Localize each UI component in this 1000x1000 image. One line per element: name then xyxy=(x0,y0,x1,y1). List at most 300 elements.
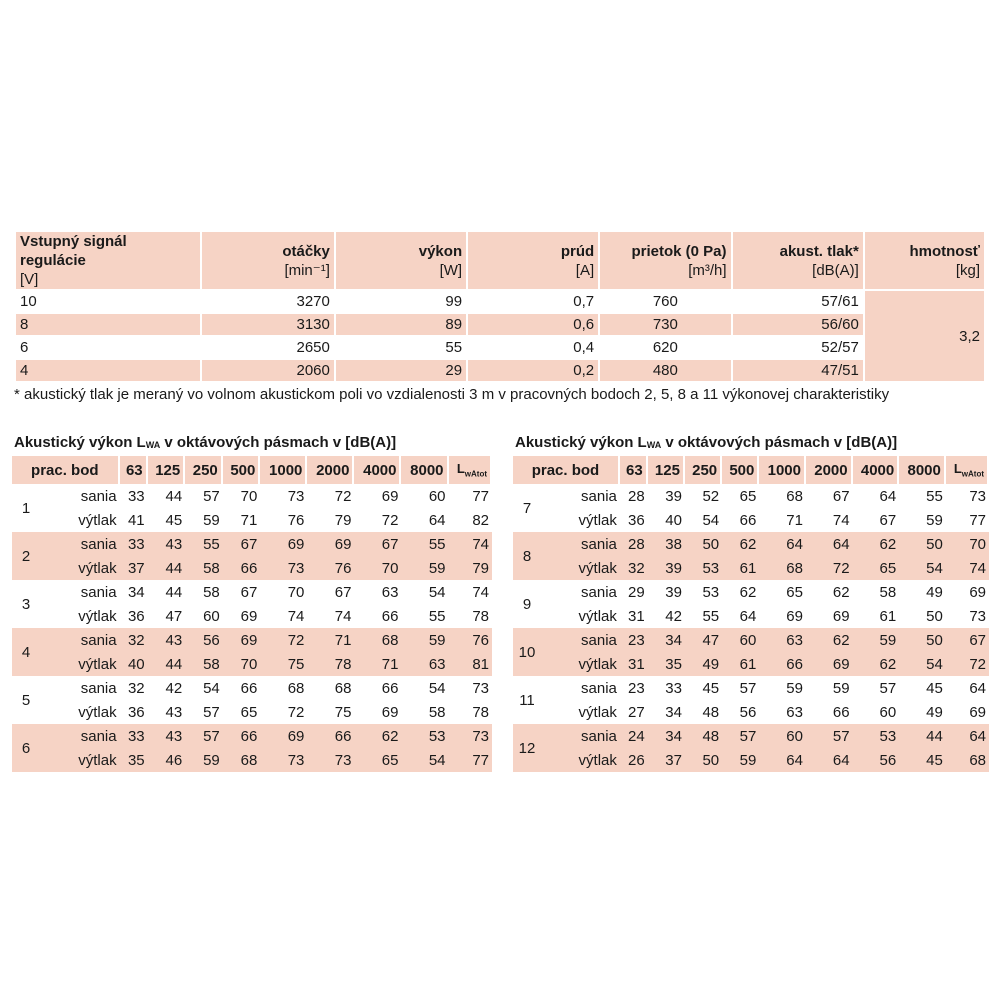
cell-current: 0,4 xyxy=(573,339,595,356)
cell-value: 50 xyxy=(685,532,722,556)
title-sub: WA xyxy=(145,440,161,450)
header-band: 250 xyxy=(185,456,223,484)
cell-value: 74 xyxy=(832,511,850,529)
table-row xyxy=(12,652,492,676)
cell-value: 69 xyxy=(832,607,850,625)
cell-mode: výtlak xyxy=(578,511,617,529)
table-row xyxy=(12,508,492,532)
table-row xyxy=(12,628,492,652)
cell-value: 45 xyxy=(926,679,943,697)
header-unit: [A] xyxy=(575,261,595,279)
cell-value: 58 xyxy=(428,703,446,721)
cell-signal: 4 xyxy=(16,360,200,381)
cell-value: 66 xyxy=(739,511,757,529)
cell-value: 71 xyxy=(240,511,258,529)
cell-value: 71 xyxy=(354,652,401,676)
cell-value: 44 xyxy=(165,583,183,601)
cell-current: 0,2 xyxy=(468,360,598,381)
cell-value: 62 xyxy=(853,532,900,556)
cell-value: 79 xyxy=(449,556,492,580)
cell-value: 36 xyxy=(127,607,145,625)
cell-value: 33 xyxy=(120,724,148,748)
cell-value: 54 xyxy=(702,511,720,529)
cell-value: 68 xyxy=(223,748,261,772)
header-unit: [kg] xyxy=(955,261,980,279)
cell-value: 64 xyxy=(946,724,989,748)
cell-value: 33 xyxy=(120,532,148,556)
cell-value: 62 xyxy=(806,628,853,652)
acoustic-header-row xyxy=(513,456,989,484)
header-total xyxy=(946,456,989,484)
cell-value: 40 xyxy=(120,652,148,676)
cell-value: 73 xyxy=(969,607,986,625)
cell-value: 73 xyxy=(969,487,986,505)
cell-value: 59 xyxy=(722,748,759,772)
cell-flow: 480 xyxy=(600,360,730,381)
cell-value: 45 xyxy=(899,748,946,772)
cell-value: 59 xyxy=(203,511,220,529)
header-total xyxy=(449,456,492,484)
cell-value: 68 xyxy=(946,748,989,772)
cell-point: 9 xyxy=(522,595,532,613)
cell-value: 57 xyxy=(203,703,220,721)
total-sub: wAtot xyxy=(961,469,984,479)
cell-value: 69 xyxy=(806,652,853,676)
cell-mode: sania xyxy=(541,724,620,748)
cell-point: 10 xyxy=(513,628,541,676)
cell-value: 60 xyxy=(879,703,897,721)
cell-mode: výtlak xyxy=(40,652,120,676)
cell-value: 64 xyxy=(879,487,897,505)
cell-mode: výtlak xyxy=(78,703,117,721)
cell-value: 60 xyxy=(722,628,759,652)
cell-value: 56 xyxy=(739,703,757,721)
cell-value: 31 xyxy=(628,607,645,625)
cell-mode: sania xyxy=(80,679,117,697)
cell-rpm: 3130 xyxy=(202,314,334,335)
cell-value: 69 xyxy=(381,703,399,721)
header-power xyxy=(336,232,466,289)
table-row xyxy=(12,532,492,556)
cell-value: 72 xyxy=(334,487,352,505)
cell-value: 75 xyxy=(334,703,352,721)
cell-value: 50 xyxy=(926,607,943,625)
cell-pressure: 57/61 xyxy=(821,293,859,310)
cell-value: 55 xyxy=(702,607,720,625)
table-row xyxy=(513,748,989,772)
acoustic-table-left xyxy=(12,456,492,772)
cell-value: 46 xyxy=(148,748,186,772)
cell-value: 58 xyxy=(185,556,223,580)
table-row xyxy=(12,700,492,724)
header-band: 125 xyxy=(648,456,685,484)
table-row xyxy=(513,628,989,652)
cell-value: 67 xyxy=(946,628,989,652)
cell-value: 74 xyxy=(334,607,352,625)
cell-value: 67 xyxy=(354,532,401,556)
header-title: prúd xyxy=(560,242,595,260)
cell-point: 6 xyxy=(12,724,40,772)
cell-mode: sania xyxy=(40,532,120,556)
cell-value: 55 xyxy=(428,607,446,625)
cell-value: 61 xyxy=(722,556,759,580)
acoustic-title-right xyxy=(515,434,897,451)
cell-value: 64 xyxy=(806,748,853,772)
cell-flow: 730 xyxy=(600,314,730,335)
table-row xyxy=(12,580,492,604)
cell-value: 49 xyxy=(926,703,943,721)
cell-value: 41 xyxy=(127,511,145,529)
cell-value: 63 xyxy=(759,628,806,652)
cell-value: 45 xyxy=(165,511,183,529)
cell-rpm: 3270 xyxy=(296,293,330,310)
header-signal xyxy=(16,232,200,289)
cell-value: 77 xyxy=(449,748,492,772)
cell-value: 77 xyxy=(969,511,986,529)
acoustic-table-right xyxy=(513,456,989,772)
cell-value: 64 xyxy=(759,748,806,772)
header-band: 500 xyxy=(722,456,759,484)
cell-value: 73 xyxy=(472,679,489,697)
cell-value: 53 xyxy=(702,583,720,601)
cell-value: 32 xyxy=(120,628,148,652)
cell-value: 69 xyxy=(260,724,307,748)
cell-value: 36 xyxy=(628,511,645,529)
cell-mode: výtlak xyxy=(541,556,620,580)
table-row xyxy=(513,676,989,700)
header-title: prietok (0 Pa) xyxy=(631,242,727,260)
cell-mode: výtlak xyxy=(78,511,117,529)
cell-value: 35 xyxy=(120,748,148,772)
total-main: L xyxy=(456,461,465,477)
cell-value: 58 xyxy=(879,583,897,601)
cell-value: 67 xyxy=(223,532,261,556)
cell-value: 54 xyxy=(428,583,446,601)
header-band: 500 xyxy=(223,456,261,484)
header-unit: [m³/h] xyxy=(688,261,727,279)
cell-value: 59 xyxy=(832,679,850,697)
cell-value: 63 xyxy=(381,583,399,601)
header-band: 1000 xyxy=(759,456,806,484)
total-main: L xyxy=(953,461,962,477)
cell-value: 66 xyxy=(832,703,850,721)
header-band: 2000 xyxy=(806,456,853,484)
cell-value: 68 xyxy=(786,487,803,505)
cell-rpm: 2060 xyxy=(202,360,334,381)
cell-value: 74 xyxy=(946,556,989,580)
cell-value: 39 xyxy=(665,583,682,601)
table-row xyxy=(16,291,984,312)
cell-value: 49 xyxy=(685,652,722,676)
cell-value: 59 xyxy=(853,628,900,652)
table-row xyxy=(12,604,492,628)
cell-value: 76 xyxy=(449,628,492,652)
cell-value: 44 xyxy=(148,652,186,676)
cell-value: 73 xyxy=(449,724,492,748)
cell-point: 5 xyxy=(21,691,31,709)
header-title: hmotnosť xyxy=(909,242,980,260)
header-band: 250 xyxy=(685,456,722,484)
cell-value: 56 xyxy=(185,628,223,652)
header-band: 4000 xyxy=(853,456,900,484)
cell-value: 66 xyxy=(381,607,399,625)
cell-value: 38 xyxy=(648,532,685,556)
cell-mode: sania xyxy=(541,628,620,652)
cell-pressure: 47/51 xyxy=(733,360,863,381)
cell-value: 59 xyxy=(401,556,448,580)
cell-value: 28 xyxy=(628,487,645,505)
cell-signal: 8 xyxy=(16,314,200,335)
cell-mode: výtlak xyxy=(578,607,617,625)
cell-value: 58 xyxy=(185,652,223,676)
cell-point: 8 xyxy=(513,532,541,580)
cell-value: 70 xyxy=(946,532,989,556)
title-text: v oktávových pásmach v [dB(A)] xyxy=(160,434,397,451)
table-row xyxy=(513,604,989,628)
cell-value: 62 xyxy=(853,652,900,676)
header-band: 125 xyxy=(148,456,186,484)
cell-value: 54 xyxy=(203,679,220,697)
cell-value: 53 xyxy=(853,724,900,748)
cell-value: 67 xyxy=(240,583,258,601)
cell-value: 66 xyxy=(240,679,258,697)
cell-value: 50 xyxy=(899,628,946,652)
cell-value: 72 xyxy=(381,511,399,529)
cell-pressure: 52/57 xyxy=(821,339,859,356)
cell-mode: sania xyxy=(80,487,117,505)
cell-mode: sania xyxy=(581,487,617,505)
cell-value: 44 xyxy=(165,487,183,505)
cell-value: 65 xyxy=(739,487,757,505)
cell-value: 73 xyxy=(260,748,307,772)
cell-value: 50 xyxy=(685,748,722,772)
cell-value: 73 xyxy=(260,556,307,580)
cell-value: 42 xyxy=(165,679,183,697)
cell-power: 89 xyxy=(336,314,466,335)
table-row xyxy=(12,556,492,580)
cell-value: 64 xyxy=(806,532,853,556)
header-band: 1000 xyxy=(260,456,307,484)
title-text: Akustický výkon L xyxy=(515,434,647,451)
header-unit: [V] xyxy=(20,271,39,288)
cell-point: 12 xyxy=(513,724,541,772)
cell-value: 43 xyxy=(148,628,186,652)
cell-value: 37 xyxy=(648,748,685,772)
cell-power: 99 xyxy=(445,293,463,310)
cell-value: 65 xyxy=(240,703,258,721)
cell-value: 70 xyxy=(223,652,261,676)
cell-value: 43 xyxy=(165,703,183,721)
table-row xyxy=(513,484,989,508)
cell-point: 7 xyxy=(522,499,532,517)
table-row xyxy=(12,484,492,508)
cell-value: 75 xyxy=(260,652,307,676)
cell-value: 69 xyxy=(260,532,307,556)
cell-value: 67 xyxy=(832,487,850,505)
header-band: 8000 xyxy=(401,456,448,484)
cell-value: 62 xyxy=(354,724,401,748)
cell-value: 60 xyxy=(203,607,220,625)
cell-value: 34 xyxy=(648,628,685,652)
cell-value: 28 xyxy=(620,532,648,556)
header-title: otáčky xyxy=(282,242,330,260)
cell-value: 69 xyxy=(381,487,399,505)
table-row xyxy=(12,676,492,700)
table-row xyxy=(16,337,984,358)
header-rpm xyxy=(202,232,334,289)
cell-mode: sania xyxy=(541,532,620,556)
cell-value: 39 xyxy=(648,556,685,580)
cell-value: 65 xyxy=(786,583,803,601)
cell-value: 47 xyxy=(165,607,183,625)
acoustic-header-row xyxy=(12,456,492,484)
cell-mode: sania xyxy=(581,583,617,601)
cell-value: 32 xyxy=(620,556,648,580)
table-row xyxy=(513,556,989,580)
cell-value: 54 xyxy=(401,748,448,772)
cell-signal: 6 xyxy=(20,339,29,356)
cell-value: 43 xyxy=(148,532,186,556)
cell-value: 59 xyxy=(401,628,448,652)
cell-value: 59 xyxy=(185,748,223,772)
cell-value: 66 xyxy=(223,724,261,748)
cell-value: 62 xyxy=(832,583,850,601)
cell-value: 78 xyxy=(472,607,489,625)
cell-mode: výtlak xyxy=(541,652,620,676)
header-point: prac. bod xyxy=(12,456,120,484)
cell-mode: výtlak xyxy=(578,703,617,721)
cell-value: 40 xyxy=(665,511,682,529)
cell-value: 60 xyxy=(759,724,806,748)
cell-value: 54 xyxy=(899,652,946,676)
cell-mode: výtlak xyxy=(78,607,117,625)
table-row xyxy=(513,508,989,532)
header-pressure xyxy=(733,232,863,289)
cell-value: 23 xyxy=(620,628,648,652)
cell-value: 57 xyxy=(722,724,759,748)
cell-value: 70 xyxy=(287,583,305,601)
cell-value: 82 xyxy=(472,511,489,529)
header-unit: [dB(A)] xyxy=(812,261,859,279)
footnote: * akustický tlak je meraný vo volnom akustickom poli vo vzdialenosti 3 m v pracovných bodoch 2, 5, 8 a 11 výkonovej charakteristiky xyxy=(14,386,890,403)
cell-value: 42 xyxy=(665,607,682,625)
cell-value: 72 xyxy=(260,628,307,652)
cell-value: 63 xyxy=(401,652,448,676)
cell-value: 72 xyxy=(287,703,305,721)
cell-value: 54 xyxy=(428,679,446,697)
cell-flow: 760 xyxy=(652,293,678,310)
cell-value: 73 xyxy=(287,487,305,505)
cell-current: 0,7 xyxy=(573,293,595,310)
cell-value: 58 xyxy=(203,583,220,601)
cell-value: 69 xyxy=(969,583,986,601)
table-row xyxy=(513,724,989,748)
cell-value: 68 xyxy=(334,679,352,697)
cell-value: 44 xyxy=(148,556,186,580)
cell-value: 27 xyxy=(628,703,645,721)
table-row xyxy=(513,580,989,604)
cell-value: 57 xyxy=(739,679,757,697)
cell-value: 72 xyxy=(946,652,989,676)
header-flow xyxy=(600,232,730,289)
cell-value: 32 xyxy=(127,679,145,697)
cell-value: 61 xyxy=(879,607,897,625)
cell-value: 52 xyxy=(702,487,720,505)
cell-mode: sania xyxy=(40,628,120,652)
cell-value: 23 xyxy=(628,679,645,697)
cell-value: 31 xyxy=(620,652,648,676)
cell-value: 71 xyxy=(307,628,354,652)
header-title: Vstupný signál regulácie xyxy=(20,233,127,269)
cell-value: 37 xyxy=(120,556,148,580)
cell-value: 62 xyxy=(739,583,757,601)
cell-point: 1 xyxy=(21,499,31,517)
cell-value: 76 xyxy=(287,511,305,529)
header-band: 63 xyxy=(120,456,148,484)
table-row xyxy=(16,360,984,381)
cell-value: 74 xyxy=(449,532,492,556)
table-row xyxy=(513,652,989,676)
cell-value: 24 xyxy=(620,724,648,748)
performance-table xyxy=(14,230,986,383)
cell-value: 54 xyxy=(899,556,946,580)
header-title: akust. tlak* xyxy=(779,242,859,260)
cell-value: 36 xyxy=(127,703,145,721)
cell-value: 69 xyxy=(969,703,986,721)
cell-value: 66 xyxy=(223,556,261,580)
title-text: v oktávových pásmach v [dB(A)] xyxy=(661,434,898,451)
cell-value: 55 xyxy=(185,532,223,556)
cell-value: 60 xyxy=(428,487,446,505)
header-title: výkon xyxy=(418,242,463,260)
cell-current: 0,6 xyxy=(468,314,598,335)
cell-value: 34 xyxy=(648,724,685,748)
cell-point: 2 xyxy=(12,532,40,580)
cell-point: 3 xyxy=(21,595,31,613)
cell-value: 35 xyxy=(648,652,685,676)
cell-value: 65 xyxy=(354,748,401,772)
cell-value: 63 xyxy=(786,703,803,721)
cell-value: 69 xyxy=(307,532,354,556)
cell-value: 56 xyxy=(853,748,900,772)
title-text: Akustický výkon L xyxy=(14,434,146,451)
table-row xyxy=(513,532,989,556)
cell-value: 67 xyxy=(334,583,352,601)
cell-point: 4 xyxy=(12,628,40,676)
cell-value: 48 xyxy=(685,724,722,748)
header-band: 63 xyxy=(620,456,648,484)
table-row xyxy=(12,748,492,772)
header-weight xyxy=(865,232,984,289)
cell-value: 68 xyxy=(287,679,305,697)
header-unit: [min⁻¹] xyxy=(284,261,330,279)
cell-value: 65 xyxy=(853,556,900,580)
cell-value: 64 xyxy=(739,607,757,625)
cell-signal: 10 xyxy=(20,293,37,310)
cell-value: 62 xyxy=(722,532,759,556)
cell-value: 67 xyxy=(879,511,897,529)
cell-value: 70 xyxy=(354,556,401,580)
acoustic-title-left xyxy=(14,434,396,451)
cell-mode: sania xyxy=(80,583,117,601)
cell-value: 66 xyxy=(381,679,399,697)
cell-mode: sania xyxy=(40,724,120,748)
cell-value: 78 xyxy=(472,703,489,721)
cell-value: 39 xyxy=(665,487,682,505)
cell-mode: výtlak xyxy=(541,748,620,772)
cell-rpm: 2650 xyxy=(296,339,330,356)
cell-mode: výtlak xyxy=(40,748,120,772)
